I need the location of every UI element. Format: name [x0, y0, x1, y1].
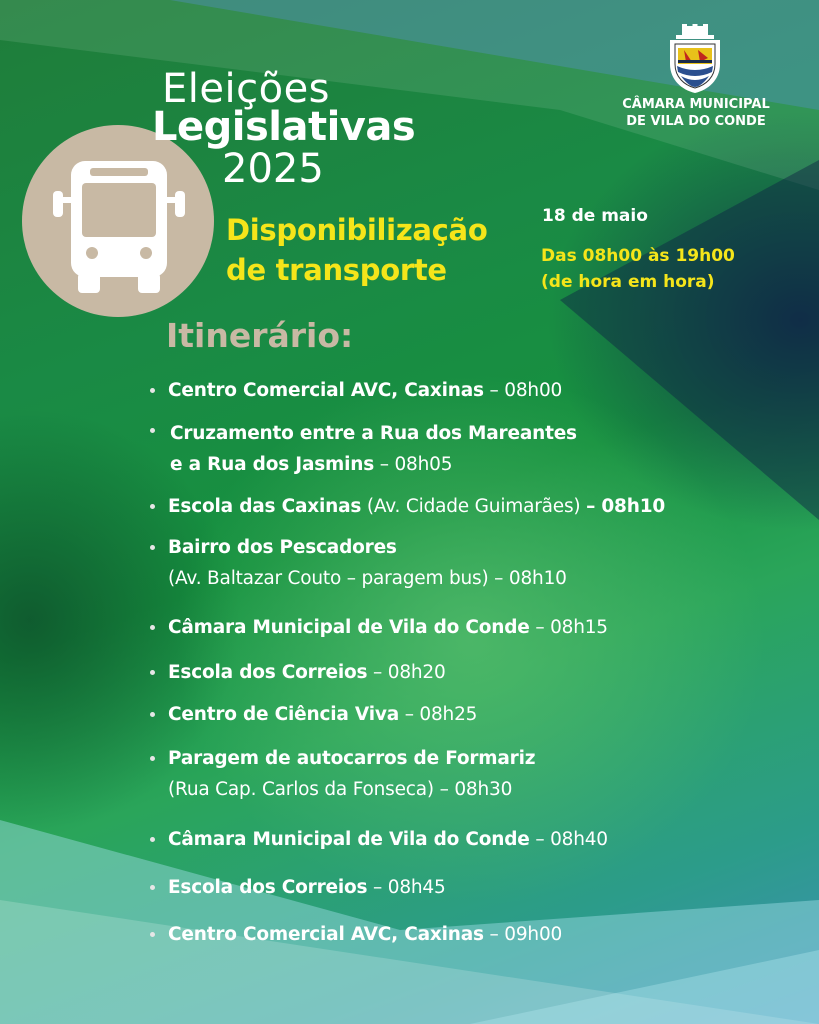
bus-badge	[22, 125, 214, 317]
title-line-1: Eleições	[162, 66, 331, 112]
bullet-icon	[150, 545, 155, 550]
event-date: 18 de maio	[542, 206, 648, 226]
stop-name-continued: e a Rua dos Jasmins	[170, 454, 375, 475]
stop-time: – 08h30	[439, 779, 513, 800]
stop-name: Centro Comercial AVC, Caxinas	[168, 380, 484, 401]
bullet-icon	[150, 932, 155, 937]
bullet-icon	[150, 756, 155, 761]
bullet-icon	[150, 388, 155, 393]
stop-name: Escola das Caxinas	[168, 496, 362, 517]
stop-time: – 08h25	[404, 704, 478, 725]
stop-name: Escola dos Correios	[168, 662, 368, 683]
stop-time: – 08h10	[494, 568, 567, 589]
stop-name: Bairro dos Pescadores	[168, 537, 397, 558]
stop-item	[150, 657, 446, 688]
stop-time: – 08h40	[535, 829, 608, 850]
subtitle	[226, 210, 487, 290]
stop-name: Centro Comercial AVC, Caxinas	[168, 924, 484, 945]
bullet-icon	[150, 670, 155, 675]
bullet-icon	[150, 625, 155, 630]
stop-detail: (Av. Cidade Guimarães)	[366, 496, 581, 517]
stop-name: Câmara Municipal de Vila do Conde	[168, 829, 530, 850]
subtitle-line-2: de transporte	[226, 253, 447, 287]
stop-item	[150, 418, 577, 480]
stop-name: Câmara Municipal de Vila do Conde	[168, 617, 530, 638]
subtitle-line-1: Disponibilização	[226, 213, 488, 247]
stop-item	[150, 743, 535, 805]
stop-time: – 08h45	[373, 877, 446, 898]
stop-name: Paragem de autocarros de Formariz	[168, 748, 536, 769]
stop-detail: (Av. Baltazar Couto – paragem bus)	[168, 568, 489, 589]
stop-item	[150, 872, 446, 903]
stop-item	[150, 532, 567, 594]
coat-of-arms-icon	[662, 24, 728, 94]
bullet-icon	[150, 428, 155, 433]
stop-detail: (Rua Cap. Carlos da Fonseca)	[168, 779, 434, 800]
stop-name: Cruzamento entre a Rua dos Mareantes	[170, 423, 577, 444]
stop-time: – 08h05	[379, 454, 453, 475]
stop-time: – 09h00	[489, 924, 563, 945]
service-hours	[541, 243, 735, 295]
organization-name	[619, 96, 773, 130]
stop-time: – 08h00	[489, 380, 563, 401]
stop-item	[150, 491, 665, 522]
title-line-2: Legislativas	[152, 104, 416, 150]
stop-item	[150, 612, 608, 643]
stop-name: Centro de Ciência Viva	[168, 704, 399, 725]
hours-line-1: Das 08h00 às 19h00	[541, 246, 735, 266]
stop-item	[150, 824, 608, 855]
itinerary-heading: Itinerário:	[166, 316, 354, 355]
bus-icon	[22, 125, 214, 317]
organization-line-1: CÂMARA MUNICIPAL	[622, 97, 770, 112]
title-year: 2025	[222, 146, 324, 192]
stop-item	[150, 919, 562, 950]
stop-item	[150, 375, 562, 406]
bullet-icon	[150, 885, 155, 890]
bullet-icon	[150, 712, 155, 717]
organization-line-2: DE VILA DO CONDE	[626, 114, 766, 129]
stop-time: – 08h15	[535, 617, 608, 638]
stop-time: – 08h20	[373, 662, 446, 683]
stop-item	[150, 699, 477, 730]
bullet-icon	[150, 837, 155, 842]
stop-time: – 08h10	[586, 496, 666, 517]
bullet-icon	[150, 504, 155, 509]
stop-name: Escola dos Correios	[168, 877, 368, 898]
hours-line-2: (de hora em hora)	[541, 272, 715, 292]
